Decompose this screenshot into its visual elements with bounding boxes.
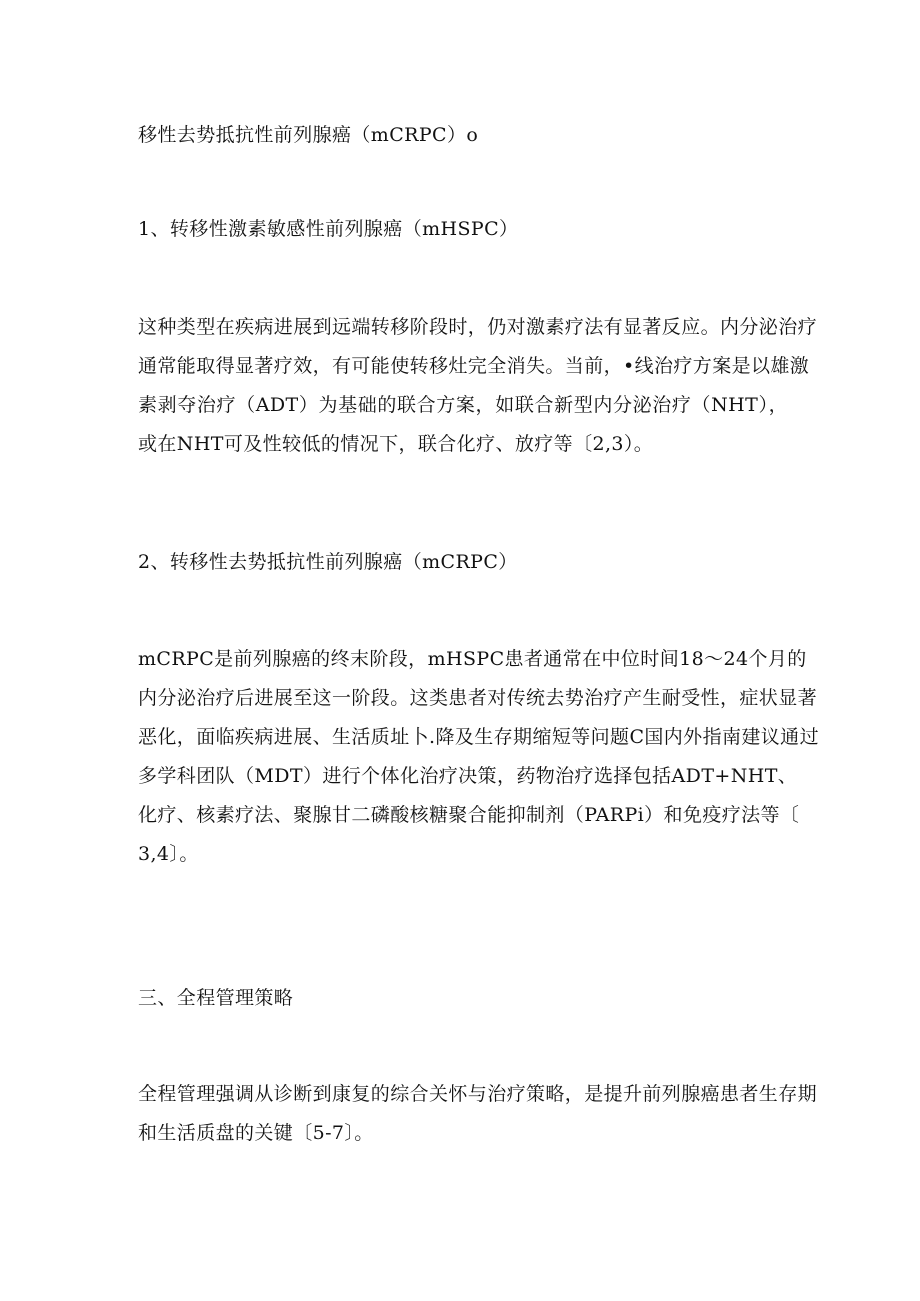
paragraph-line: 3,4〕。 (138, 843, 199, 865)
paragraph-line: 或在NHT可及性较低的情况下，联合化疗、放疗等〔2,3）。 (138, 433, 654, 455)
section-1-heading: 1、转移性激素敏感性前列腺癌（mHSPC） (138, 218, 519, 240)
paragraph-line: mCRPC是前列腺癌的终末阶段，mHSPC患者通常在中位时间18〜24个月的 (138, 648, 807, 670)
paragraph-line: 恶化，面临疾病进展、生活质址卜.降及生存期缩短等问题C国内外指南建议通过 (138, 726, 819, 748)
section-3-heading: 三、全程管理策略 (138, 987, 294, 1009)
paragraph-line: 素剥夺治疗（ADT）为基础的联合方案，如联合新型内分泌治疗（NHT）， (138, 394, 788, 416)
intro-line: 移性去势抵抗性前列腺癌（mCRPC）o (138, 124, 479, 146)
paragraph-line: 多学科团队（MDT）进行个体化治疗决策，药物治疗选择包括ADT+NHT、 (138, 765, 798, 787)
paragraph-line: 内分泌治疗后进展至这一阶段。这类患者对传统去势治疗产生耐受性，症状显著 (138, 687, 818, 709)
paragraph-line: 这种类型在疾病进展到远端转移阶段时，仍对激素疗法有显著反应。内分泌治疗 (138, 316, 818, 338)
paragraph-line: 全程管理强调从诊断到康复的综合关怀与治疗策略，是提升前列腺癌患者生存期 (138, 1083, 818, 1105)
section-3-paragraph (138, 1075, 818, 1153)
section-2-heading: 2、转移性去势抵抗性前列腺癌（mCRPC） (138, 551, 518, 573)
paragraph-line: 通常能取得显著疗效，有可能使转移灶完全消失。当前，•线治疗方案是以雄激 (138, 355, 810, 377)
section-1-paragraph (138, 308, 818, 464)
section-2-paragraph (138, 640, 819, 874)
paragraph-line: 和生活质盘的关键〔5-7〕。 (138, 1122, 374, 1144)
paragraph-line: 化疗、核素疗法、聚腺甘二磷酸核糖聚合能抑制剂（PARPi）和免疫疗法等〔 (138, 804, 800, 826)
